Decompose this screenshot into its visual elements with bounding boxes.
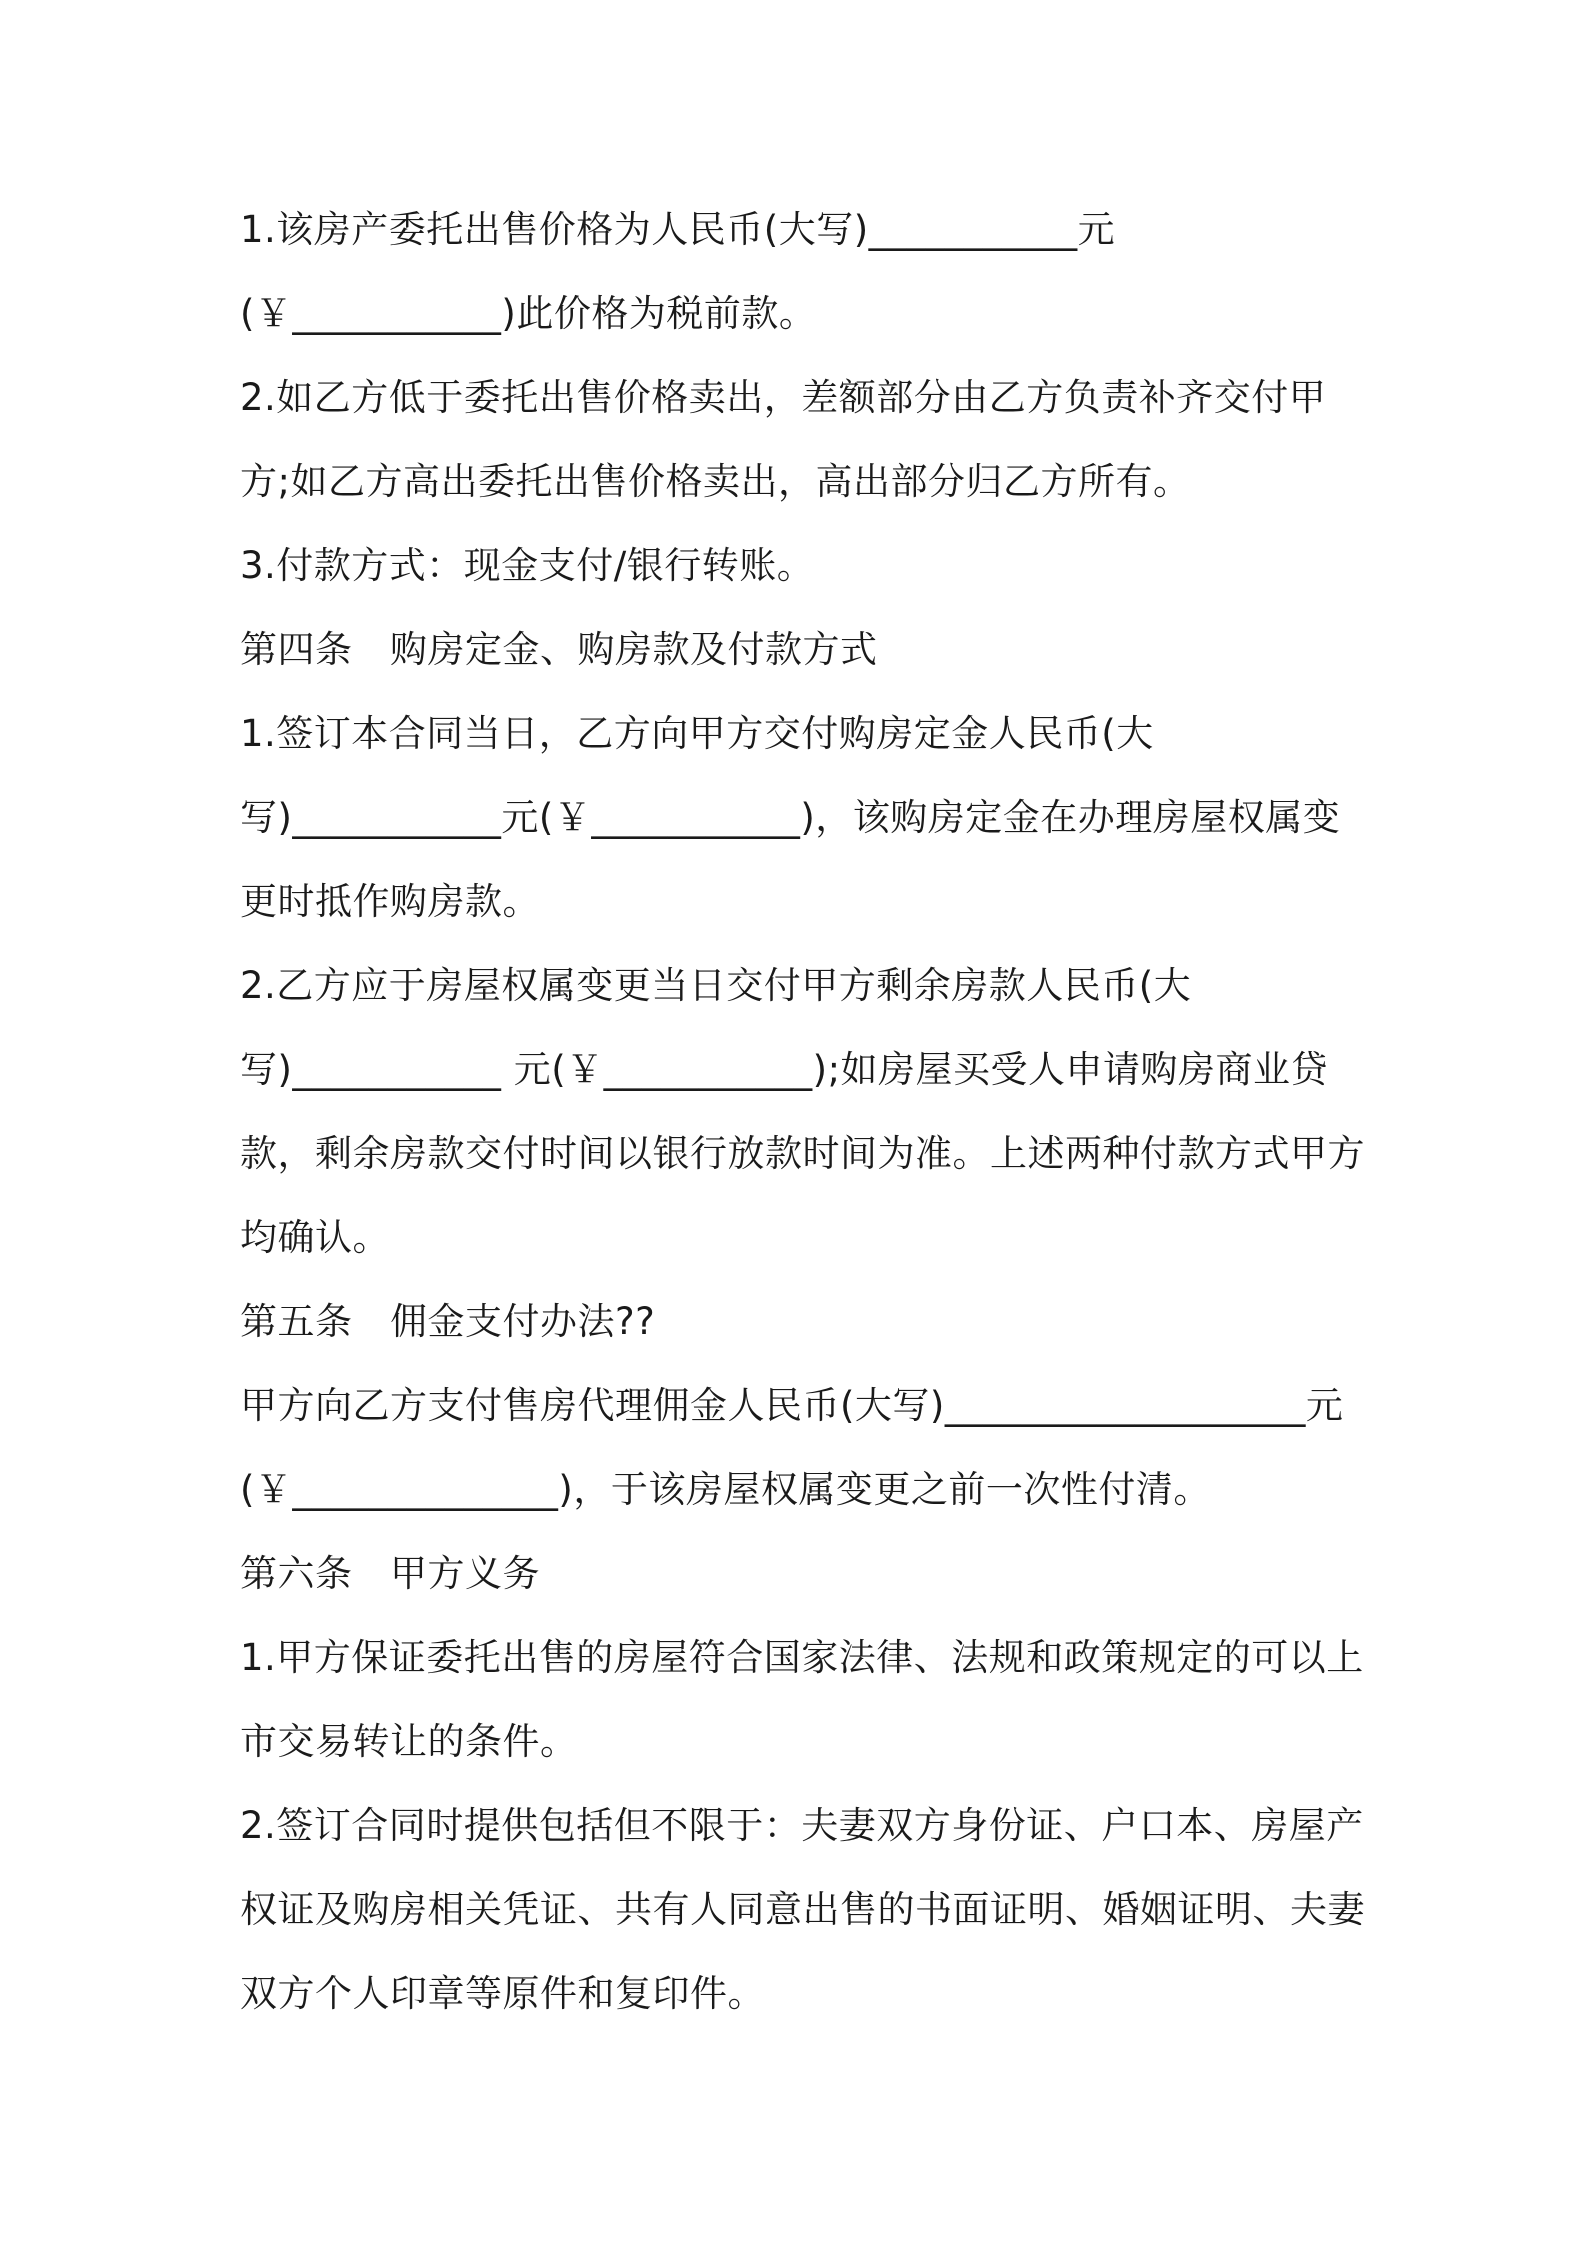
deposit-clause-line: 更时抵作购房款。 [240,880,540,923]
deposit-clause-line: 写)___________元(￥___________)，该购房定金在办理房屋权属变 [240,796,1341,839]
deposit-clause-line: 1.签订本合同当日，乙方向甲方交付购房定金人民币(大 [240,712,1154,755]
documents-clause-line: 双方个人印章等原件和复印件。 [240,1972,765,2015]
obligation-clause-line: 市交易转让的条件。 [240,1720,578,1763]
price-clause-line: (￥___________)此价格为税前款。 [240,292,817,335]
balance-clause-line: 写)___________ 元(￥___________);如房屋买受人申请购房商业贷 [240,1048,1329,1091]
documents-clause-line: 权证及购房相关凭证、共有人同意出售的书面证明、婚姻证明、夫妻 [240,1888,1365,1931]
article-four-heading: 第四条 购房定金、购房款及付款方式 [240,628,878,671]
price-clause-line: 1.该房产委托出售价格为人民币(大写)___________元 [240,208,1116,251]
balance-clause-line: 均确认。 [240,1216,390,1259]
shortfall-clause-line: 2.如乙方低于委托出售价格卖出，差额部分由乙方负责补齐交付甲 [240,376,1327,419]
article-six-heading: 第六条 甲方义务 [240,1552,540,1595]
commission-clause-line: (￥______________)，于该房屋权属变更之前一次性付清。 [240,1468,1211,1511]
obligation-clause-line: 1.甲方保证委托出售的房屋符合国家法律、法规和政策规定的可以上 [240,1636,1364,1679]
commission-clause-line: 甲方向乙方支付售房代理佣金人民币(大写)___________________元 [240,1384,1344,1427]
balance-clause-line: 2.乙方应于房屋权属变更当日交付甲方剩余房款人民币(大 [240,964,1192,1007]
shortfall-clause-line: 方;如乙方高出委托出售价格卖出，高出部分归乙方所有。 [240,460,1191,503]
article-five-heading: 第五条 佣金支付办法?? [240,1300,656,1343]
balance-clause-line: 款，剩余房款交付时间以银行放款时间为准。上述两种付款方式甲方 [240,1132,1365,1175]
payment-method-line: 3.付款方式：现金支付/银行转账。 [240,544,815,587]
documents-clause-line: 2.签订合同时提供包括但不限于：夫妻双方身份证、户口本、房屋产 [240,1804,1364,1847]
